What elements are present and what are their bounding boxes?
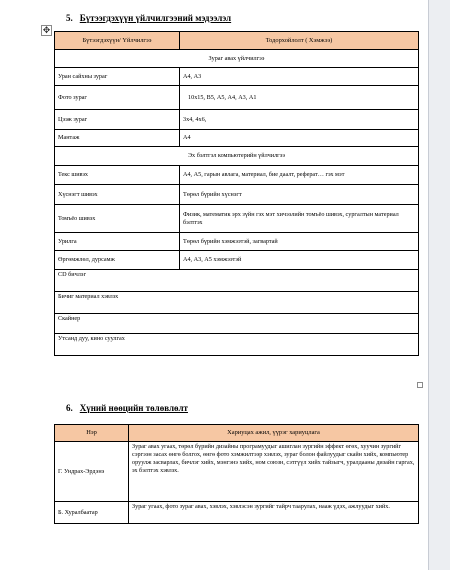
table-header-row [55,32,419,50]
table-cell: Физик, математик эрх зүйн гэх мэт хичээлийн томъёо шивэх, сургалтын материал бэлтгэх [180,205,419,233]
table-cell: Утсанд дуу, кино суулгах [55,334,419,356]
table-cell: А4, А3 [180,68,419,86]
table-move-handle[interactable] [41,25,52,36]
section-6-title: Хүний нөөцийн төлөвлөлт [79,403,188,413]
table-cell: Урилга [55,233,180,251]
table-cell: А4, А5, гарын авлага, материал, бие даалт, реферат… гэх мэт [180,166,419,185]
table-cell: 3х4, 4х6, [180,110,419,130]
table-cell: Б. Хуралбаатар [55,502,129,524]
table-row [55,130,419,147]
table-row [55,502,419,524]
header-cell-name: Нэр [55,425,129,442]
table-row [55,68,419,86]
header-cell-description: Тодорхойлолт ( Хэмжээ) [180,32,419,50]
table-cell: Төрөл бүрийн хэмжээтэй, загвартай [180,233,419,251]
table-row [55,110,419,130]
product-service-table [54,31,419,356]
group-row [55,50,419,68]
table-cell: Мантаж [55,130,180,147]
table-cell: Хүснэгт шивэх [55,185,180,205]
table-row [55,233,419,251]
table-cell: А4 [180,130,419,147]
table-cell: CD бичлэг [55,270,419,292]
table-row [55,270,419,292]
section-5-heading [66,13,231,23]
table-cell: Зураг угаах, фото зураг авах, хэвлэх, хэвлэсэн зургийг тайрч таарулах, нааж үдэх, ажлуудыг хийх. [129,502,419,524]
table-cell: А4, А3, А5 хэмжээтэй [180,251,419,270]
table-cell: Текс шивэх [55,166,180,185]
section-6-heading [66,403,188,413]
group-row [55,147,419,166]
table-cell: Фото зураг [55,86,180,110]
table-row [55,314,419,334]
section-5-number: 5. [66,13,73,23]
table-row [55,292,419,314]
table-resize-handle[interactable] [417,382,423,388]
table-cell: Г. Ундрах-Эрдэнэ [55,442,129,502]
header-cell-product: Бүтээгдэхүүн/ Үйлчилгээ [55,32,180,50]
table-cell: Төрөл бүрийн хүснэгт [180,185,419,205]
table-cell: Цээж зураг [55,110,180,130]
move-arrows-icon: ✥ [42,25,51,35]
table-cell: Өргөмжлөл, дурсамж [55,251,180,270]
section-6-number: 6. [66,403,73,413]
table-row [55,86,419,110]
group-title-photo: Зураг авах үйлчилгээ [55,50,419,68]
table-cell: Бичиг материал хэвлэх [55,292,419,314]
table-row [55,334,419,356]
table-cell: Зураг авах угаах, төрөл бүрийн дизайны програмуудыг ашиглан зургийн эффект өгөх, хуучин зургийг сэргээн засах өнгө болгох, өнгө фото хэмжилтээр хэвлэх, зураг болон файлуудыг скайн хийх, компьютер оруулж засварлах, бичлэг хийх, мэнгэнэ хийх, ном союзн, сэтгүүл хийх тайзыгч, уралдааны дизайн гаргах, эх бэлтгэх хэвлэх. [129,442,419,502]
table-header-row [55,425,419,442]
human-resources-table [54,424,419,524]
table-cell: 10х15, В5, А5, А4, А3, А1 [180,86,419,110]
table-row [55,442,419,502]
header-cell-duties: Хариуцах ажил, үүрэг хариуцлага [129,425,419,442]
table-row [55,251,419,270]
table-row [55,166,419,185]
table-cell: Уран сайхны зураг [55,68,180,86]
table-cell: Томъёо шивэх [55,205,180,233]
group-title-computer: Эх бэлтгэл компьютерийн үйлчилгээ [55,147,419,166]
table-cell: Скайнер [55,314,419,334]
table-row [55,205,419,233]
table-row [55,185,419,205]
section-5-title: Бүтээгдэхүүн үйлчилгээний мэдээлэл [79,13,232,23]
